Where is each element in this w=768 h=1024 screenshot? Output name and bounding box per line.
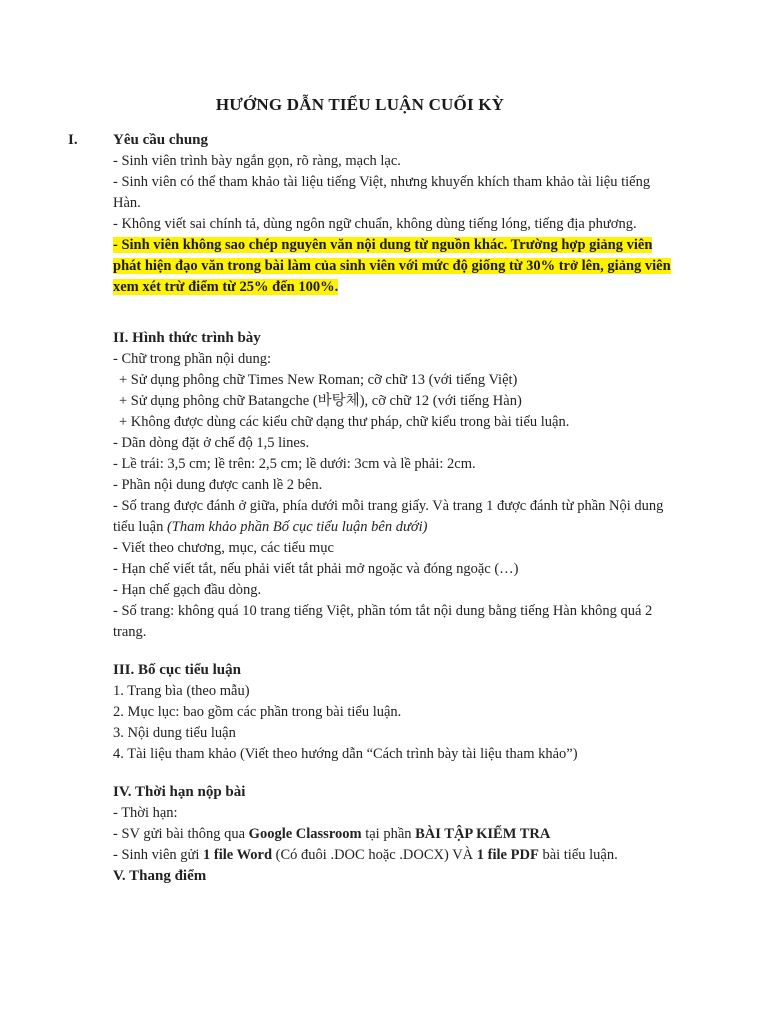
document-title: HƯỚNG DẪN TIỂU LUẬN CUỐI KỲ: [215, 95, 505, 114]
section-5-heading: V. Thang điểm: [113, 868, 207, 884]
section-1-title: Yêu cầu chung: [113, 132, 209, 148]
section-4-line-1: - Thời hạn:: [113, 805, 178, 821]
section-4-line-2: [113, 824, 673, 845]
highlighted-text: - Sinh viên không sao chép nguyên văn nội dung từ nguồn khác. Trường hợp giảng viên phát hiện đạo văn trong bài làm của sinh viên với mức độ giống từ 30% trở lên, giảng viên xem xét trừ điểm từ 25% đến 100%.: [113, 237, 671, 295]
section-2-line-1: - Chữ trong phần nội dung:: [113, 351, 272, 367]
submit-text-c: tại phần: [365, 826, 412, 842]
section-3-line-3: 3. Nội dung tiểu luận: [113, 725, 236, 741]
file-text-a: - Sinh viên gửi: [113, 847, 200, 863]
pdf-file-text: 1 file PDF: [476, 847, 539, 863]
section-1-plagiarism-note: [113, 235, 673, 298]
section-1-line-3: - Không viết sai chính tả, dùng ngôn ngữ chuẩn, không dùng tiếng lóng, tiếng địa phương.: [113, 216, 637, 232]
assignment-section-text: BÀI TẬP KIỂM TRA: [415, 826, 551, 842]
section-2-line-9: - Viết theo chương, mục, các tiểu mục: [113, 540, 334, 556]
section-3-line-4: 4. Tài liệu tham khảo (Viết theo hướng dẫn “Cách trình bày tài liệu tham khảo”): [113, 746, 578, 762]
section-2-line-5: - Dãn dòng đặt ở chế độ 1,5 lines.: [113, 435, 310, 451]
section-2-line-7: - Phần nội dung được canh lề 2 bên.: [113, 477, 323, 493]
file-text-e: bài tiểu luận.: [542, 847, 618, 863]
section-2-line-4: + Không được dùng các kiểu chữ dạng thư pháp, chữ kiểu trong bài tiểu luận.: [119, 414, 570, 430]
section-2-line-10: - Hạn chế viết tắt, nếu phải viết tắt phải mở ngoặc và đóng ngoặc (…): [113, 561, 519, 577]
page-numbering-text: - Số trang được đánh ở giữa, phía dưới mỗi trang giấy. Và trang 1 được đánh từ phần Nội dung tiểu luận: [113, 498, 664, 535]
section-2-line-11: - Hạn chế gạch đầu dòng.: [113, 582, 262, 598]
page-numbering-note: (Tham khảo phần Bố cục tiểu luận bên dưới): [166, 519, 428, 535]
word-file-text: 1 file Word: [203, 847, 273, 863]
section-1-heading: [68, 130, 673, 151]
section-2-heading: II. Hình thức trình bày: [113, 330, 261, 346]
section-3-line-2: 2. Mục lục: bao gồm các phần trong bài tiểu luận.: [113, 704, 402, 720]
section-3-line-1: 1. Trang bìa (theo mẫu): [113, 683, 250, 699]
section-2-line-2: + Sử dụng phông chữ Times New Roman; cỡ chữ 13 (với tiếng Việt): [119, 372, 518, 388]
section-4-heading: IV. Thời hạn nộp bài: [113, 784, 246, 800]
section-2-line-3: + Sử dụng phông chữ Batangche (바탕체), cỡ chữ 12 (với tiếng Hàn): [119, 393, 522, 409]
submit-text-a: - SV gửi bài thông qua: [113, 826, 246, 842]
section-2-line-8: [113, 496, 673, 538]
section-1-line-1: - Sinh viên trình bày ngắn gọn, rõ ràng, mạch lạc.: [113, 153, 401, 169]
document-body: [68, 130, 673, 887]
section-1-line-2: - Sinh viên có thể tham khảo tài liệu tiếng Việt, nhưng khuyến khích tham khảo tài liệu tiếng Hàn.: [113, 174, 651, 211]
section-1-number: I.: [68, 132, 78, 148]
file-text-c: (Có đuôi .DOC hoặc .DOCX) VÀ: [275, 847, 474, 863]
section-3-heading: III. Bố cục tiểu luận: [113, 662, 241, 678]
google-classroom-text: Google Classroom: [248, 826, 362, 842]
section-2-line-12: - Số trang: không quá 10 trang tiếng Việt, phần tóm tắt nội dung bằng tiếng Hàn không quá 2 trang.: [113, 603, 653, 640]
section-2-line-6: - Lề trái: 3,5 cm; lề trên: 2,5 cm; lề dưới: 3cm và lề phải: 2cm.: [113, 456, 476, 472]
section-4-line-3: [113, 845, 673, 866]
